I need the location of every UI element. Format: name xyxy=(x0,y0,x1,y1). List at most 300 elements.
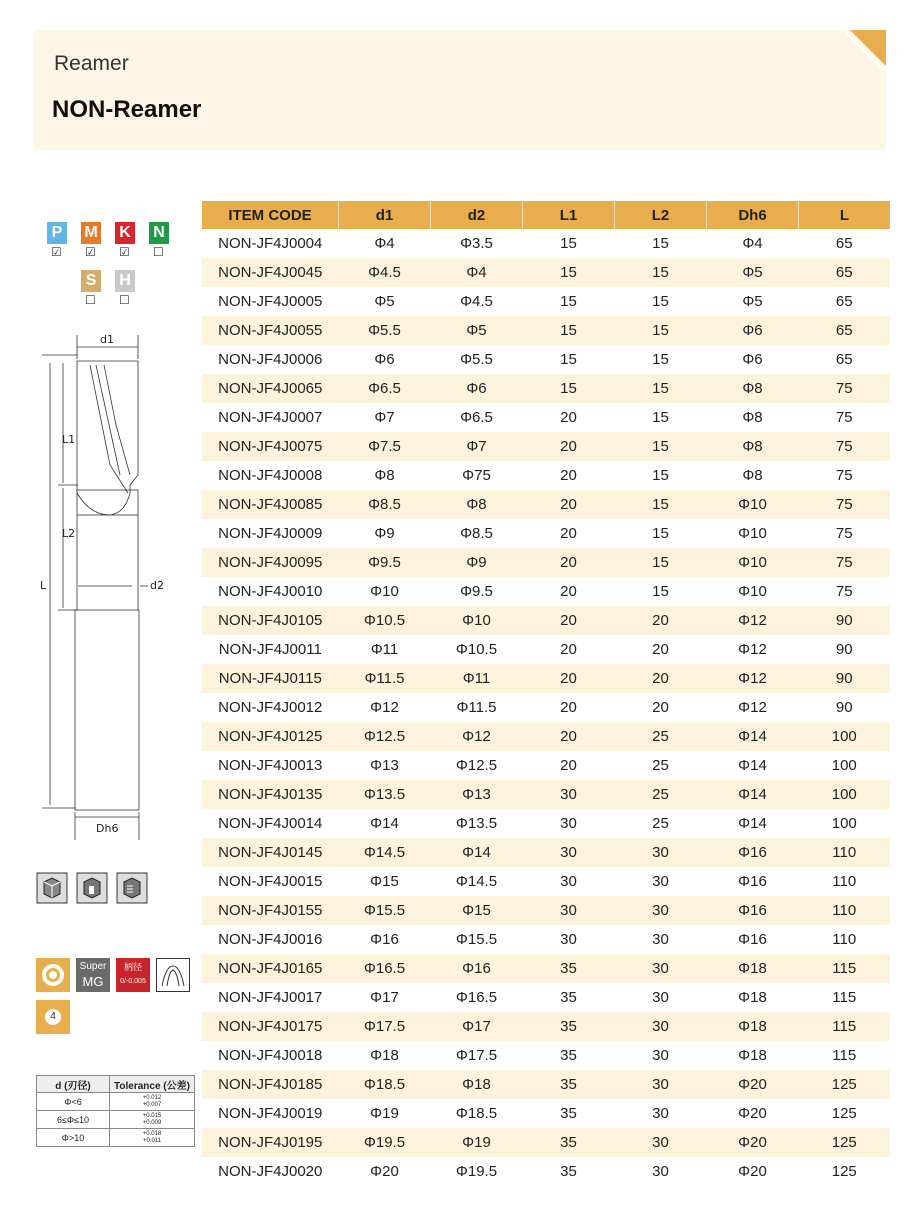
material-k-checkbox: ☑ xyxy=(119,245,130,259)
table-cell: 20 xyxy=(523,664,615,693)
material-h-badge: H xyxy=(115,270,135,292)
table-cell: Φ6 xyxy=(431,374,523,403)
table-cell: Φ8.5 xyxy=(460,525,493,542)
item-code-cell: NON-JF4J0017 xyxy=(218,989,323,1006)
material-s-checkbox: ☐ xyxy=(85,293,96,307)
table-cell: 75 xyxy=(835,525,853,542)
table-cell: Φ14.5 xyxy=(339,838,431,867)
table-row xyxy=(202,954,890,983)
shank xyxy=(75,610,139,810)
table-cell: 30 xyxy=(615,1012,707,1041)
spec-body xyxy=(202,229,890,1186)
table-row xyxy=(202,490,890,519)
table-row xyxy=(202,635,890,664)
table-cell: 15 xyxy=(523,258,615,287)
table-cell: 75 xyxy=(799,374,891,403)
header-banner xyxy=(34,30,886,150)
tol-header-tol: Tolerance (公差) xyxy=(110,1076,195,1093)
item-code-cell: NON-JF4J0009 xyxy=(218,525,323,542)
material-h-checkbox: ☐ xyxy=(119,293,130,307)
table-cell: Φ4 xyxy=(742,235,763,252)
cube-icon xyxy=(36,872,68,904)
table-cell: 15 xyxy=(523,374,615,403)
label-d1: d1 xyxy=(100,333,114,346)
table-row xyxy=(202,316,890,345)
table-cell: Φ18 xyxy=(370,1047,399,1064)
table-cell: 20 xyxy=(560,409,577,426)
item-code-cell: NON-JF4J0012 xyxy=(218,699,323,716)
table-cell: 15 xyxy=(615,258,707,287)
flute-line-1 xyxy=(90,365,128,493)
table-cell: Φ16 xyxy=(431,954,523,983)
table-cell: 30 xyxy=(615,1128,707,1157)
item-code-cell: NON-JF4J0125 xyxy=(202,722,339,751)
table-cell: Φ16 xyxy=(738,873,767,890)
item-code-cell: NON-JF4J0115 xyxy=(202,664,339,693)
table-cell: Φ5 xyxy=(431,316,523,345)
super-mg-badge xyxy=(76,958,110,992)
item-code-cell: NON-JF4J0014 xyxy=(218,815,323,832)
table-cell: Φ18 xyxy=(707,954,799,983)
table-cell: 20 xyxy=(652,699,669,716)
mg-label: MG xyxy=(82,974,104,989)
table-cell: 20 xyxy=(652,641,669,658)
table-cell: Φ9.5 xyxy=(460,583,493,600)
table-cell: 20 xyxy=(560,583,577,600)
table-cell: 25 xyxy=(615,722,707,751)
table-cell: 35 xyxy=(560,989,577,1006)
table-cell: 15 xyxy=(523,316,615,345)
table-row xyxy=(202,432,890,461)
table-cell: Φ18 xyxy=(738,989,767,1006)
table-cell: Φ13.5 xyxy=(455,815,498,832)
table-cell: Φ14 xyxy=(738,815,767,832)
table-cell: Φ6.5 xyxy=(339,374,431,403)
table-cell: Φ20 xyxy=(370,1163,399,1180)
flute-line-2 xyxy=(96,365,120,475)
table-cell: Φ8 xyxy=(707,374,799,403)
table-cell: 110 xyxy=(832,931,857,948)
table-cell: 115 xyxy=(832,989,857,1006)
table-cell: Φ14 xyxy=(707,780,799,809)
table-cell: 90 xyxy=(835,699,853,716)
shank-label: 柄径 xyxy=(123,962,142,972)
table-cell: 75 xyxy=(835,409,853,426)
table-cell: 35 xyxy=(523,954,615,983)
table-cell: Φ4 xyxy=(374,235,395,252)
material-p-checkbox: ☑ xyxy=(51,245,62,259)
item-code-cell: NON-JF4J0175 xyxy=(202,1012,339,1041)
table-row xyxy=(202,1070,890,1099)
table-cell: 30 xyxy=(615,1070,707,1099)
tool-diagram xyxy=(30,325,180,845)
table-cell: 20 xyxy=(523,432,615,461)
item-code-cell: NON-JF4J0011 xyxy=(218,641,322,658)
table-cell: 20 xyxy=(523,490,615,519)
table-cell: 75 xyxy=(835,583,853,600)
table-cell: Φ5.5 xyxy=(460,351,493,368)
table-row xyxy=(202,1041,890,1070)
table-cell: Φ8 xyxy=(431,490,523,519)
table-cell: 15 xyxy=(560,293,577,310)
table-row xyxy=(202,1099,890,1128)
item-code-cell: NON-JF4J0185 xyxy=(202,1070,339,1099)
table-cell: Φ9 xyxy=(431,548,523,577)
table-cell: 35 xyxy=(523,1012,615,1041)
table-cell: Φ18 xyxy=(738,1047,767,1064)
table-row xyxy=(202,664,890,693)
corner-fold xyxy=(846,30,886,70)
table-cell: 65 xyxy=(799,316,891,345)
label-L1: L1 xyxy=(62,433,76,446)
label-d2: d2 xyxy=(150,579,164,592)
table-cell: Φ6.5 xyxy=(460,409,493,426)
table-cell: Φ5 xyxy=(707,258,799,287)
table-row xyxy=(202,548,890,577)
table-cell: Φ20 xyxy=(707,1128,799,1157)
table-cell: Φ7 xyxy=(374,409,395,426)
table-cell: 15 xyxy=(615,432,707,461)
neck xyxy=(77,490,138,515)
table-cell: 20 xyxy=(523,548,615,577)
table-cell: 20 xyxy=(560,525,577,542)
table-cell: Φ16.5 xyxy=(339,954,431,983)
tol-header-d: d (刃径) xyxy=(37,1076,110,1093)
table-cell: 30 xyxy=(652,1163,669,1180)
table-cell: 15 xyxy=(652,467,669,484)
table-cell: 25 xyxy=(615,780,707,809)
shank-tolerance-badge xyxy=(116,958,150,992)
table-cell: 30 xyxy=(652,873,669,890)
table-cell: Φ6 xyxy=(374,351,395,368)
table-cell: 30 xyxy=(652,1047,669,1064)
item-code-cell: NON-JF4J0016 xyxy=(218,931,323,948)
table-cell: Φ17.5 xyxy=(339,1012,431,1041)
table-cell: Φ5 xyxy=(374,293,395,310)
item-code-cell: NON-JF4J0045 xyxy=(202,258,339,287)
table-cell: 15 xyxy=(615,490,707,519)
table-cell: 100 xyxy=(831,815,857,832)
table-cell: 20 xyxy=(523,606,615,635)
table-cell: Φ8 xyxy=(742,467,763,484)
table-cell: 20 xyxy=(560,467,577,484)
table-cell: 20 xyxy=(560,757,577,774)
table-cell: 30 xyxy=(560,931,577,948)
table-cell: Φ19 xyxy=(431,1128,523,1157)
table-cell: Φ10.5 xyxy=(455,641,498,658)
material-s-badge: S xyxy=(81,270,101,292)
table-cell: 75 xyxy=(799,490,891,519)
tolerance-range: 6≤Φ≤10 xyxy=(37,1111,110,1129)
table-cell: Φ12.5 xyxy=(339,722,431,751)
item-code-cell: NON-JF4J0105 xyxy=(202,606,339,635)
table-row xyxy=(202,751,890,780)
tolerance-upper: +0.015 xyxy=(142,1112,162,1119)
table-row xyxy=(202,519,890,548)
table-cell: 15 xyxy=(652,235,669,252)
tolerance-table xyxy=(36,1075,195,1147)
table-cell: Φ12.5 xyxy=(455,757,498,774)
table-cell: 30 xyxy=(523,780,615,809)
table-cell: Φ12 xyxy=(707,606,799,635)
table-cell: Φ14 xyxy=(707,722,799,751)
material-m-badge: M xyxy=(81,222,101,244)
table-cell: 35 xyxy=(560,1163,577,1180)
tolerance-lower: +0.009 xyxy=(142,1119,162,1126)
table-cell: 30 xyxy=(652,989,669,1006)
table-cell: 75 xyxy=(799,432,891,461)
cube-hole-icon xyxy=(116,872,148,904)
table-cell: Φ10 xyxy=(707,548,799,577)
table-row xyxy=(202,780,890,809)
table-row xyxy=(202,925,890,954)
table-cell: Φ17 xyxy=(370,989,399,1006)
table-cell: 15 xyxy=(615,548,707,577)
table-cell: 20 xyxy=(615,664,707,693)
tolerance-upper: +0.018 xyxy=(142,1130,162,1137)
table-cell: Φ14.5 xyxy=(455,873,498,890)
table-cell: Φ17.5 xyxy=(455,1047,498,1064)
page-title: NON-Reamer xyxy=(52,96,202,123)
table-row xyxy=(202,1012,890,1041)
material-m-checkbox: ☑ xyxy=(85,245,96,259)
table-cell: Φ16 xyxy=(370,931,399,948)
table-cell: Φ8.5 xyxy=(339,490,431,519)
table-cell: 115 xyxy=(832,1047,857,1064)
table-cell: Φ19.5 xyxy=(339,1128,431,1157)
table-cell: Φ4.5 xyxy=(460,293,493,310)
table-cell: 30 xyxy=(523,896,615,925)
label-L2: L2 xyxy=(62,527,76,540)
table-row xyxy=(202,867,890,896)
tolerance-body xyxy=(37,1093,195,1147)
table-cell: Φ7 xyxy=(431,432,523,461)
tolerance-value xyxy=(110,1129,195,1147)
spec-table xyxy=(202,201,890,1186)
table-cell: 30 xyxy=(615,838,707,867)
table-row xyxy=(202,374,890,403)
table-row xyxy=(202,1128,890,1157)
table-cell: Φ16 xyxy=(707,838,799,867)
column-header-d1: d1 xyxy=(339,201,431,229)
table-row xyxy=(202,693,890,722)
table-cell: 100 xyxy=(799,722,891,751)
table-cell: Φ10 xyxy=(370,583,399,600)
table-cell: Φ8 xyxy=(707,432,799,461)
table-cell: 15 xyxy=(652,351,669,368)
tolerance-lower: +0.011 xyxy=(142,1137,162,1144)
table-row xyxy=(202,809,890,838)
label-Dh6: Dh6 xyxy=(96,822,119,835)
item-code-cell: NON-JF4J0004 xyxy=(218,235,323,252)
table-cell: 35 xyxy=(560,1105,577,1122)
table-row xyxy=(202,722,890,751)
item-code-cell: NON-JF4J0095 xyxy=(202,548,339,577)
table-cell: Φ15 xyxy=(431,896,523,925)
item-code-cell: NON-JF4J0135 xyxy=(202,780,339,809)
table-cell: 110 xyxy=(799,896,891,925)
table-cell: Φ7.5 xyxy=(339,432,431,461)
table-cell: 25 xyxy=(652,757,669,774)
table-cell: 90 xyxy=(799,664,891,693)
table-cell: 110 xyxy=(832,873,857,890)
table-row xyxy=(202,461,890,490)
table-row xyxy=(202,287,890,316)
table-cell: Φ20 xyxy=(738,1105,767,1122)
item-code-cell: NON-JF4J0165 xyxy=(202,954,339,983)
table-cell: Φ8 xyxy=(742,409,763,426)
table-cell: 30 xyxy=(652,1105,669,1122)
table-cell: 30 xyxy=(560,815,577,832)
table-cell: 100 xyxy=(799,780,891,809)
table-cell: 90 xyxy=(835,641,853,658)
table-cell: 30 xyxy=(652,931,669,948)
table-cell: Φ15.5 xyxy=(455,931,498,948)
table-cell: 20 xyxy=(523,722,615,751)
column-header-l2: L2 xyxy=(615,201,707,229)
table-cell: Φ8 xyxy=(374,467,395,484)
tolerance-upper: +0.012 xyxy=(142,1094,162,1101)
table-cell: Φ19 xyxy=(370,1105,399,1122)
table-row xyxy=(202,983,890,1012)
item-code-cell: NON-JF4J0015 xyxy=(218,873,323,890)
table-cell: Φ13 xyxy=(431,780,523,809)
table-cell: Φ12 xyxy=(707,664,799,693)
table-cell: Φ16 xyxy=(738,931,767,948)
table-row xyxy=(202,838,890,867)
table-cell: 65 xyxy=(835,351,853,368)
table-cell: 65 xyxy=(835,293,853,310)
table-cell: Φ18 xyxy=(707,1012,799,1041)
table-cell: Φ12 xyxy=(431,722,523,751)
column-header-l1: L1 xyxy=(523,201,615,229)
column-header-dh6: Dh6 xyxy=(707,201,799,229)
table-cell: Φ15 xyxy=(370,873,399,890)
tolerance-range: Φ<6 xyxy=(37,1093,110,1111)
item-code-cell: NON-JF4J0010 xyxy=(218,583,323,600)
table-cell: 65 xyxy=(799,258,891,287)
table-cell: 125 xyxy=(831,1163,857,1180)
table-cell: Φ14 xyxy=(431,838,523,867)
gear-coating-icon xyxy=(36,958,70,992)
table-cell: 20 xyxy=(615,606,707,635)
tolerance-range: Φ>10 xyxy=(37,1129,110,1147)
table-cell: Φ14 xyxy=(370,815,399,832)
table-cell: 125 xyxy=(799,1070,891,1099)
table-cell: 15 xyxy=(652,583,669,600)
tolerance-row xyxy=(37,1129,195,1147)
material-n-badge: N xyxy=(149,222,169,244)
item-code-cell: NON-JF4J0006 xyxy=(218,351,323,368)
flute-count: 4 xyxy=(45,1009,61,1025)
table-cell: 110 xyxy=(799,838,891,867)
table-cell: 75 xyxy=(799,548,891,577)
table-row xyxy=(202,345,890,374)
table-cell: 125 xyxy=(799,1128,891,1157)
table-row xyxy=(202,229,890,258)
item-code-cell: NON-JF4J0145 xyxy=(202,838,339,867)
table-cell: 15 xyxy=(652,293,669,310)
table-cell: 35 xyxy=(523,1128,615,1157)
table-cell: 90 xyxy=(799,606,891,635)
tolerance-value xyxy=(110,1111,195,1129)
tolerance-lower: +0.007 xyxy=(142,1101,162,1108)
table-row xyxy=(202,896,890,925)
item-code-cell: NON-JF4J0085 xyxy=(202,490,339,519)
table-cell: Φ10 xyxy=(738,583,767,600)
item-code-cell: NON-JF4J0055 xyxy=(202,316,339,345)
table-cell: 35 xyxy=(523,1070,615,1099)
page-subtitle: Reamer xyxy=(54,52,129,75)
table-cell: 30 xyxy=(560,873,577,890)
table-cell: Φ10 xyxy=(431,606,523,635)
item-code-cell: NON-JF4J0005 xyxy=(218,293,323,310)
item-code-cell: NON-JF4J0007 xyxy=(218,409,323,426)
table-cell: 100 xyxy=(831,757,857,774)
item-code-cell: NON-JF4J0013 xyxy=(218,757,323,774)
table-cell: Φ9.5 xyxy=(339,548,431,577)
table-row xyxy=(202,606,890,635)
table-cell: 15 xyxy=(560,235,577,252)
table-cell: Φ14 xyxy=(738,757,767,774)
table-cell: Φ12 xyxy=(738,699,767,716)
table-cell: Φ17 xyxy=(431,1012,523,1041)
table-cell: 30 xyxy=(523,838,615,867)
table-cell: 65 xyxy=(835,235,853,252)
material-p-badge: P xyxy=(47,222,67,244)
spec-header-row xyxy=(202,201,890,229)
tool-profile-icon xyxy=(156,958,190,992)
item-code-cell: NON-JF4J0008 xyxy=(218,467,323,484)
tolerance-row xyxy=(37,1111,195,1129)
table-cell: Φ11 xyxy=(370,641,399,658)
table-cell: 20 xyxy=(560,699,577,716)
table-cell: 30 xyxy=(615,896,707,925)
table-cell: Φ16.5 xyxy=(455,989,498,1006)
table-cell: Φ4 xyxy=(431,258,523,287)
cube-slot-icon xyxy=(76,872,108,904)
table-cell: Φ4.5 xyxy=(339,258,431,287)
material-k-badge: K xyxy=(115,222,135,244)
column-header-l: L xyxy=(799,201,891,229)
table-row xyxy=(202,403,890,432)
table-cell: Φ3.5 xyxy=(460,235,493,252)
item-code-cell: NON-JF4J0065 xyxy=(202,374,339,403)
table-cell: 30 xyxy=(615,954,707,983)
table-cell: 125 xyxy=(831,1105,857,1122)
table-cell: Φ9 xyxy=(374,525,395,542)
table-cell: Φ12 xyxy=(370,699,399,716)
table-cell: Φ5.5 xyxy=(339,316,431,345)
table-cell: Φ11.5 xyxy=(456,699,497,716)
table-cell: Φ6 xyxy=(742,351,763,368)
table-cell: Φ10 xyxy=(738,525,767,542)
tolerance-row xyxy=(37,1093,195,1111)
table-cell: 35 xyxy=(560,1047,577,1064)
table-cell: Φ18 xyxy=(431,1070,523,1099)
table-cell: 15 xyxy=(652,525,669,542)
table-cell: Φ11 xyxy=(431,664,523,693)
item-code-cell: NON-JF4J0019 xyxy=(218,1105,323,1122)
table-cell: Φ20 xyxy=(738,1163,767,1180)
table-cell: 20 xyxy=(560,641,577,658)
tolerance-value xyxy=(110,1093,195,1111)
table-cell: 15 xyxy=(652,409,669,426)
table-cell: 15 xyxy=(560,351,577,368)
table-cell: Φ5 xyxy=(742,293,763,310)
super-label: Super xyxy=(79,961,107,972)
item-code-cell: NON-JF4J0075 xyxy=(202,432,339,461)
